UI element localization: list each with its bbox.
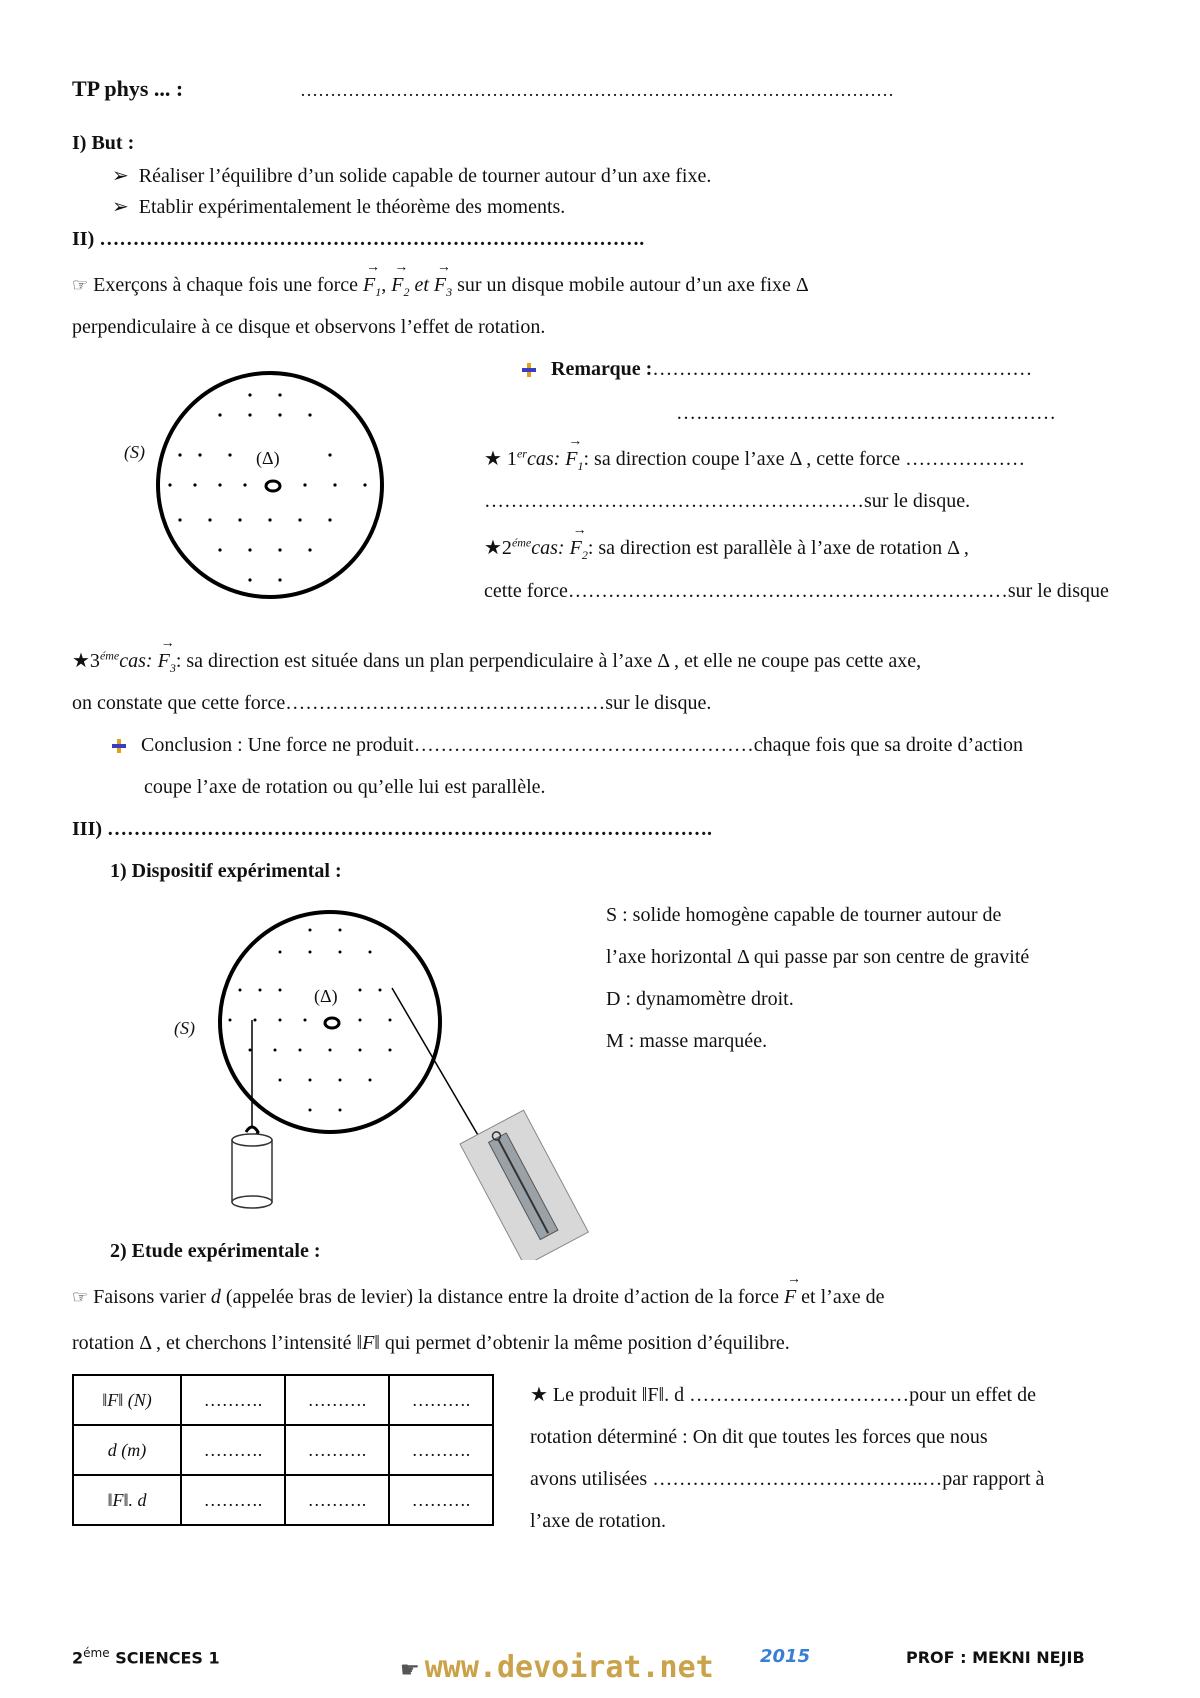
vector-f2: → $F_2$: [391, 274, 409, 300]
study-line-1: ☞ Faisons varier d (appelée bras de levier) la distance entre la droite d’action de la force → F et l’axe de: [72, 1286, 884, 1309]
measurements-table: [72, 1374, 494, 1526]
section-3-heading: III) ……………………………………………………………………………….: [72, 818, 713, 840]
case-3-line-2: on constate que cette force…………………………………………sur le disque.: [72, 692, 712, 714]
axis-label-1: (Δ): [256, 448, 280, 468]
axis-label-2: (Δ): [314, 986, 338, 1006]
arrow-bullet-icon: ➢: [112, 196, 129, 218]
conclusion-bullet-icon: [112, 739, 126, 753]
intro-et: et: [414, 274, 429, 296]
table-cell: ……….: [285, 1375, 389, 1425]
row-label-product: ‖F‖. d: [73, 1475, 181, 1525]
vector-f3: → $F_3$: [158, 650, 176, 676]
vector-f3: → $F_3$: [434, 274, 452, 300]
remarque-dots-2: …………………………………………………: [676, 402, 1056, 424]
row-label-distance: d (m): [73, 1425, 181, 1475]
remarque-label: Remarque :: [551, 358, 653, 380]
remarque: [522, 358, 1032, 381]
title-dots: ………………………………………………………………………………………: [300, 80, 894, 100]
solid-label-2: (S): [174, 1018, 195, 1038]
case-2: $★2^{éme}cas$: → $F_2$: sa direction est parallèle à l’axe de rotation Δ ,: [484, 535, 969, 563]
vector-f2: → $F_2$: [570, 537, 588, 563]
product-line-4: l’axe de rotation.: [530, 1510, 667, 1532]
table-cell: ……….: [389, 1425, 493, 1475]
row-label-force: ‖F‖ (N): [73, 1375, 181, 1425]
table-cell: ……….: [181, 1375, 285, 1425]
conclusion: [112, 734, 1023, 757]
pointing-hand-icon: ☞: [72, 1287, 89, 1307]
marked-mass: [232, 1134, 272, 1208]
arrow-bullet-icon: ➢: [112, 165, 129, 187]
watermark-year: 2015: [760, 1646, 811, 1667]
axis-point: [266, 481, 280, 491]
dynamometer: [460, 1110, 588, 1260]
table-row: [73, 1425, 493, 1475]
intro-text: Exerçons à chaque fois une force: [93, 274, 364, 296]
case-1-line-2: …………………………………………………sur le disque.: [484, 490, 971, 512]
disc-outline: [158, 373, 382, 597]
disc-outline: [220, 912, 440, 1132]
dynamometer-string: [392, 988, 482, 1142]
legend-line-3: D : dynamomètre droit.: [606, 988, 794, 1010]
case-2-line-2: cette force…………………………………………………………sur le disque: [484, 580, 1109, 602]
solid-label-1: (S): [124, 442, 145, 462]
legend-line-2: l’axe horizontal Δ qui passe par son centre de gravité: [606, 946, 1030, 968]
watermark-text: www.devoirat.net: [424, 1650, 714, 1685]
goal-item-2: [112, 194, 565, 219]
site-watermark: [400, 1650, 714, 1685]
product-line-3: avons utilisées …………………………………..…par rapport à: [530, 1468, 1045, 1490]
table-row: [73, 1375, 493, 1425]
table-cell: ……….: [285, 1475, 389, 1525]
pointer-hand-icon: ☛: [400, 1657, 420, 1682]
page-title: TP phys ... :: [72, 76, 184, 101]
legend-line-1: S : solide homogène capable de tourner autour de: [606, 904, 1002, 926]
goal-text-2: Etablir expérimentalement le théorème des moments.: [138, 196, 566, 218]
vector-f1: → $F_1$: [363, 274, 381, 300]
pointing-hand-icon: ☞: [72, 275, 89, 295]
intro-line-2: perpendiculaire à ce disque et observons l’effet de rotation.: [72, 316, 546, 338]
table-row: [73, 1475, 493, 1525]
intro-text-b: sur un disque mobile autour d’un axe fixe Δ: [452, 274, 809, 296]
remark-bullet-icon: [522, 363, 536, 377]
goal-text-1: Réaliser l’équilibre d’un solide capable de tourner autour d’un axe fixe.: [138, 165, 712, 187]
class-level: $2^{éme}$ SCIENCES 1: [72, 1646, 220, 1668]
table-cell: ……….: [389, 1375, 493, 1425]
disc-dots: [229, 929, 392, 1112]
vector-f1: → $F_1$: [565, 448, 583, 474]
intro-line-1: ☞ Exerçons à chaque fois une force → $F_1$, → $F_2$ et → $F_3$ sur un disque mobile autour d’un axe fixe Δ: [72, 274, 809, 300]
conclusion-text: Conclusion : Une force ne produit……………………………………………chaque fois que sa droite d’action: [141, 734, 1024, 756]
vector-f: → F: [784, 1286, 796, 1309]
conclusion-line-2: coupe l’axe de rotation ou qu’elle lui est parallèle.: [144, 776, 546, 798]
study-line-2: rotation Δ , et cherchons l’intensité ‖F‖ qui permet d’obtenir la même position d’équilibre.: [72, 1332, 790, 1354]
force-norm: ‖F‖: [356, 1332, 380, 1354]
remarque-dots-1: …………………………………………………: [652, 358, 1033, 380]
section-2-heading: II) ……………………………………………………………………….: [72, 228, 645, 250]
table-cell: ……….: [181, 1425, 285, 1475]
table-cell: ……….: [181, 1475, 285, 1525]
legend-line-4: M : masse marquée.: [606, 1030, 768, 1052]
teacher-name: PROF : MEKNI NEJIB: [906, 1648, 1085, 1667]
subsection-2-heading: 2) Etude expérimentale :: [110, 1240, 321, 1262]
disc-figure-1: [130, 350, 410, 620]
goal-item-1: [112, 163, 711, 188]
case-1: ★ 1ercas: → $F_1$: sa direction coupe l’axe Δ , cette force ………………: [484, 446, 1025, 474]
setup-figure: [160, 900, 610, 1260]
product-line-1: ★ Le produit ‖F‖. d ……………………………pour un effet de: [530, 1384, 1036, 1406]
section-1-heading: I) But :: [72, 132, 135, 154]
table-cell: ……….: [285, 1425, 389, 1475]
product-line-2: rotation déterminé : On dit que toutes les forces que nous: [530, 1426, 988, 1448]
case-3: $★3^{éme}cas$: → $F_3$: sa direction est située dans un plan perpendiculaire à l’axe Δ , et elle ne coupe pas cette axe,: [72, 648, 921, 676]
axis-point: [325, 1018, 339, 1028]
table-cell: ……….: [389, 1475, 493, 1525]
subsection-1-heading: 1) Dispositif expérimental :: [110, 860, 342, 882]
